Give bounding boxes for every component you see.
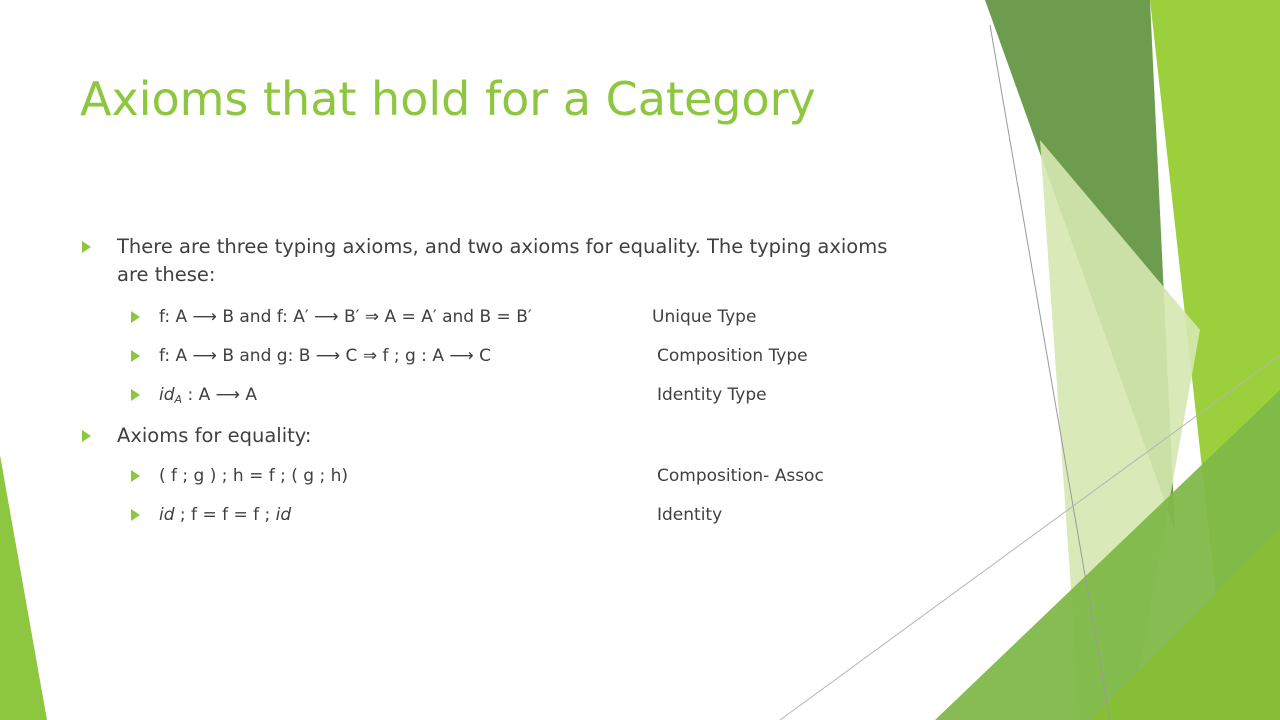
- axiom-composition-type-name: Composition Type: [657, 346, 808, 366]
- identity-subscript: A: [174, 393, 183, 406]
- axiom-identity-type-name: Identity Type: [657, 385, 767, 405]
- bullet-arrow-icon: [131, 311, 140, 323]
- bullet-arrow-icon: [82, 241, 91, 253]
- identity-right: id: [275, 505, 292, 525]
- axiom-assoc-name: Composition- Assoc: [657, 466, 824, 486]
- formula-rest: : A ⟶ A: [182, 385, 258, 405]
- bullet-arrow-icon: [131, 470, 140, 482]
- equality-heading: Axioms for equality:: [117, 424, 312, 447]
- axiom-identity-name: Identity: [657, 505, 723, 525]
- intro-text: There are three typing axioms, and two axioms for equality. The typing axioms are these:: [117, 235, 888, 286]
- implies-icon: ⇒: [362, 346, 378, 366]
- axiom-composition-type-formula: [159, 344, 491, 368]
- axiom-unique-type-name: Unique Type: [652, 307, 757, 327]
- bullet-arrow-icon: [131, 509, 140, 521]
- axiom-identity-formula: [159, 503, 291, 527]
- identity-middle: ; f = f = f ;: [174, 505, 276, 525]
- bullet-arrow-icon: [131, 350, 140, 362]
- bullet-arrow-icon: [82, 430, 91, 442]
- left-edge-green-triangle: [0, 455, 47, 720]
- formula-conclusion: f ; g : A ⟶ C: [377, 346, 491, 366]
- axiom-identity-type-formula: [159, 383, 257, 412]
- bullet-arrow-icon: [131, 389, 140, 401]
- axiom-assoc-formula: ( f ; g ) ; h = f ; ( g ; h): [159, 466, 349, 486]
- axiom-unique-type-formula: f: A ⟶ B and f: A′ ⟶ B′ ⇒ A = A′ and B = B′: [159, 307, 532, 327]
- identity-symbol: id: [159, 385, 175, 405]
- slide-title: Axioms that hold for a Category: [80, 72, 816, 126]
- formula-premise: f: A ⟶ B and g: B ⟶ C: [159, 346, 363, 366]
- identity-left: id: [159, 505, 175, 525]
